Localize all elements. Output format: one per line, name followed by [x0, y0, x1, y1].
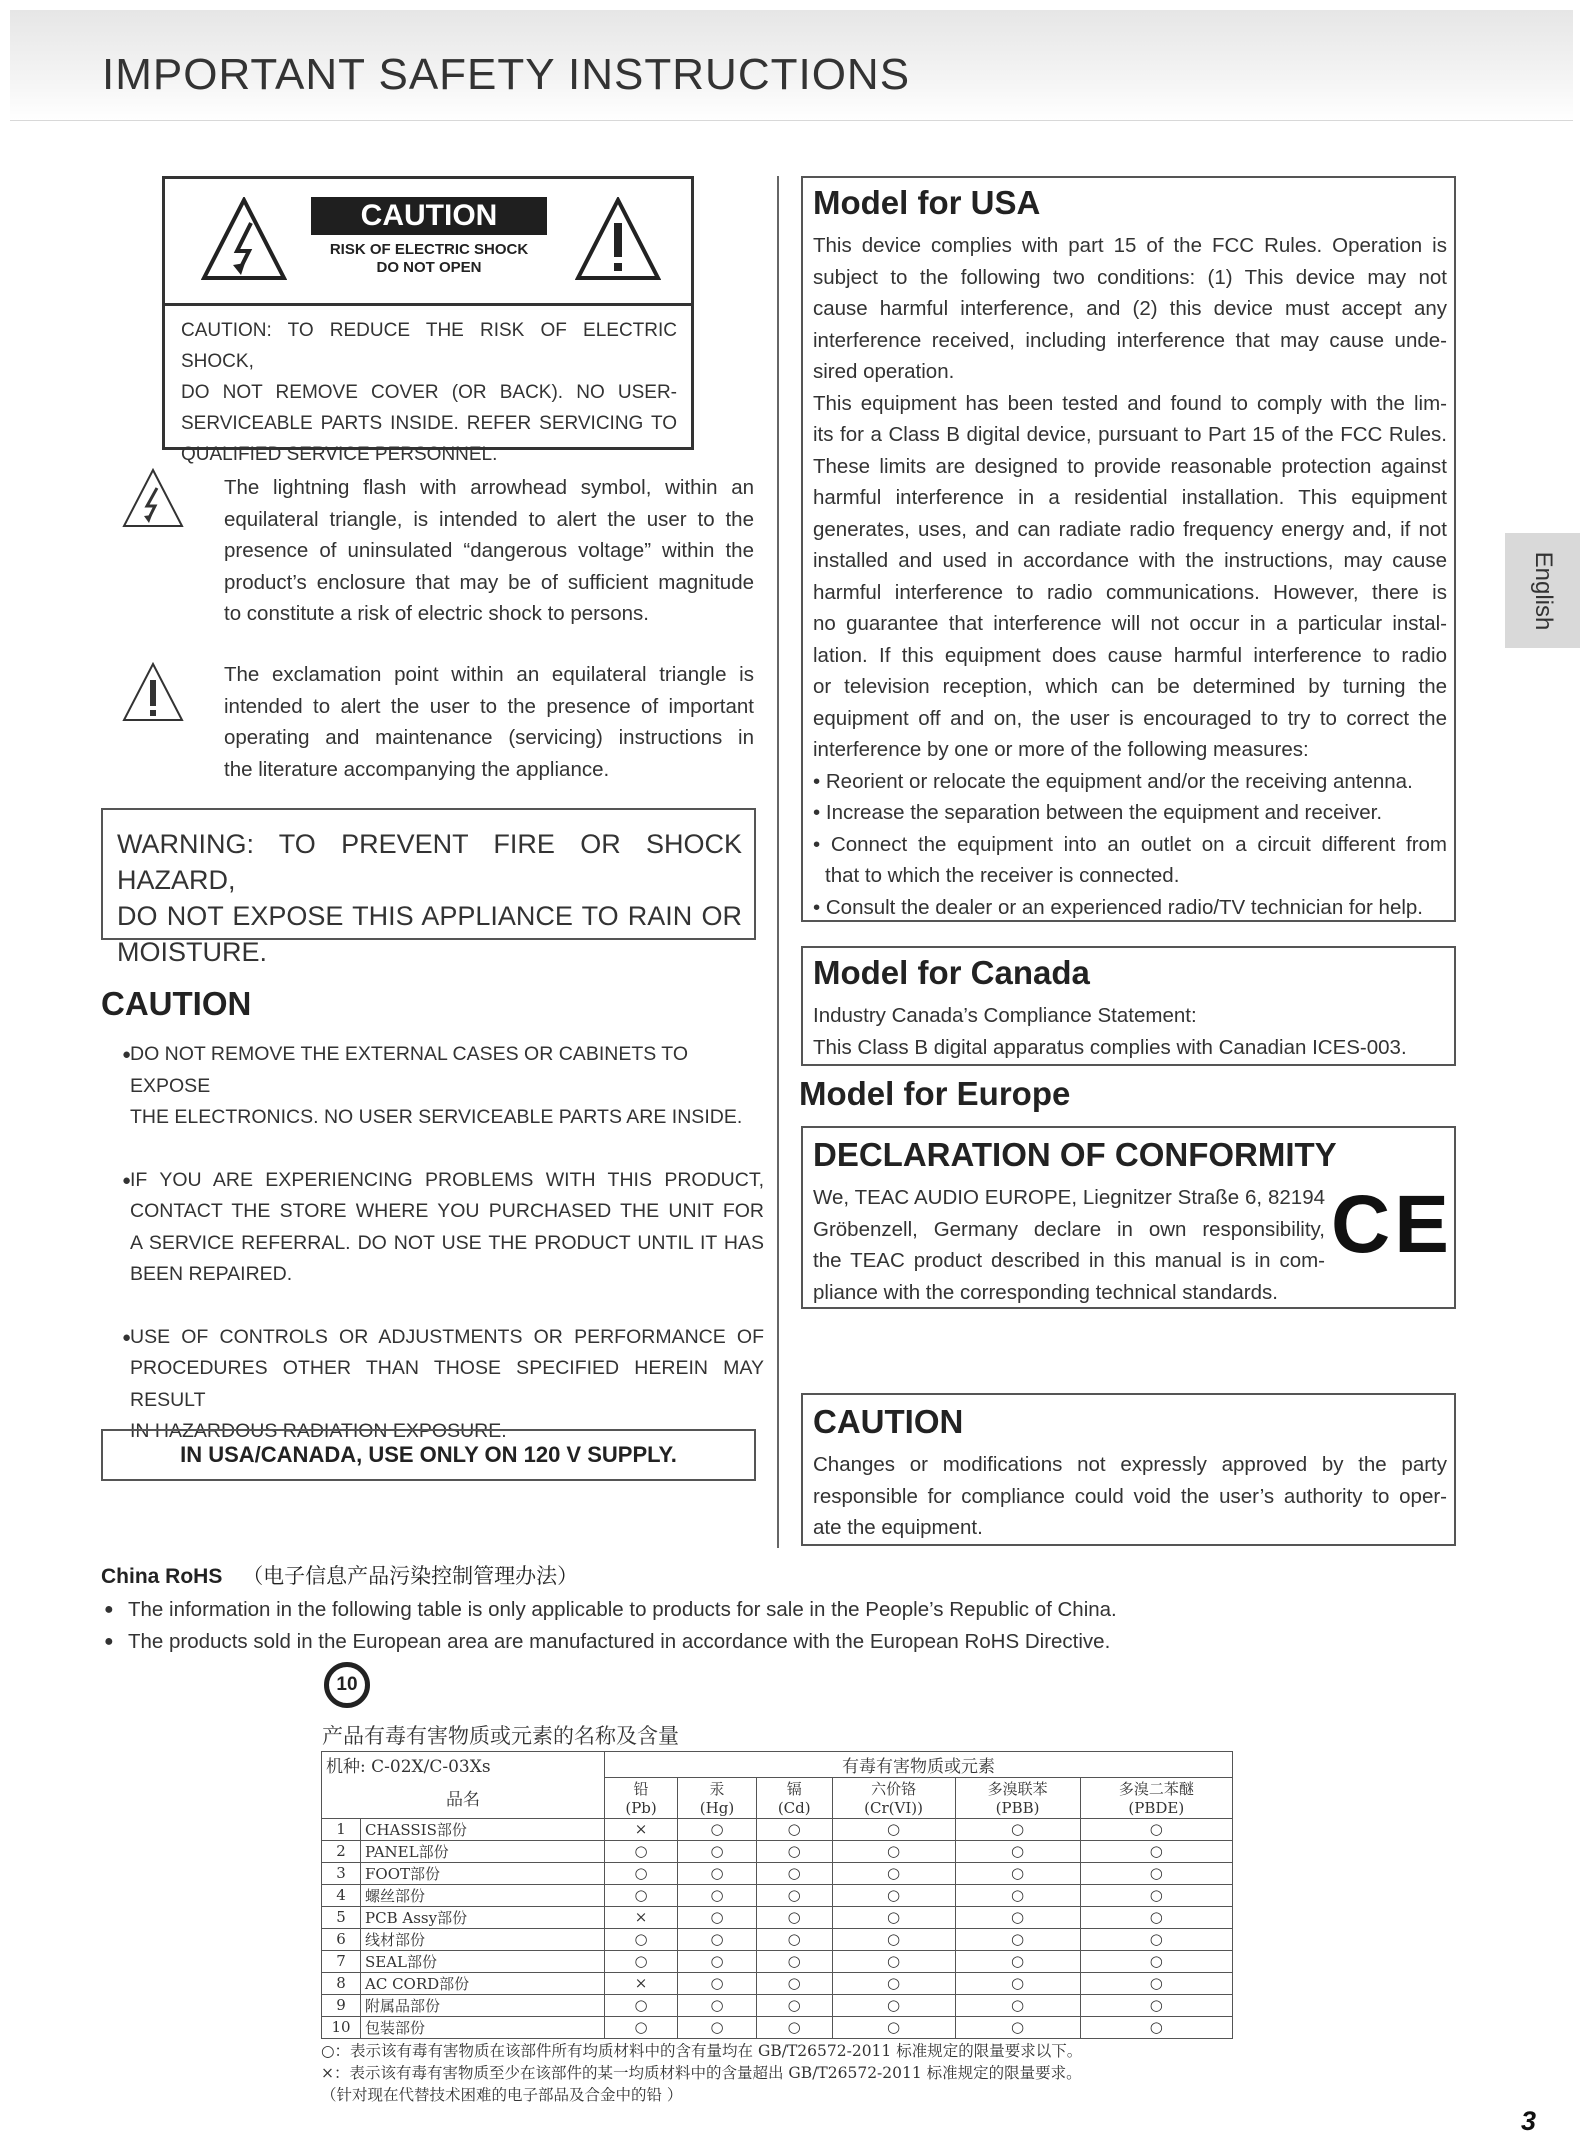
lightning-description [224, 472, 754, 630]
substance-status: ○ [756, 1994, 832, 2016]
row-number: 10 [322, 2016, 361, 2038]
usa-text [813, 230, 1447, 923]
substance-status: ○ [604, 1862, 677, 1884]
substance-status: ○ [1080, 1906, 1232, 1928]
substance-status: ○ [678, 1884, 757, 1906]
caution-list [122, 1039, 764, 1448]
usa-line: or television reception, which can be determined by turning the [813, 675, 1447, 698]
substance-status: ○ [955, 1928, 1080, 1950]
substance-status: ○ [604, 2016, 677, 2038]
rohs-table-title: 产品有毒有害物质或元素的名称及含量 [322, 1724, 679, 1748]
substance-name: 铅 [633, 1780, 649, 1799]
row-number: 8 [322, 1972, 361, 1994]
row-number: 4 [322, 1884, 361, 1906]
substance-status: ○ [678, 1950, 757, 1972]
exclamation-symbol-icon [122, 662, 184, 722]
canada-box [801, 946, 1456, 1066]
caution-label-line: SERVICEABLE PARTS INSIDE. REFER SERVICING TO [181, 413, 677, 434]
substance-status: ○ [832, 1862, 955, 1884]
substance-status: ○ [832, 1994, 955, 2016]
usa-line: This device complies with part 15 of the FCC Rules. Operation is [813, 234, 1447, 257]
substance-name: 六价铬 [871, 1780, 917, 1799]
substance-status: ○ [955, 2016, 1080, 2038]
efup-logo-icon [324, 1662, 370, 1708]
part-name: SEAL部份 [361, 1950, 605, 1972]
conformity-text [813, 1182, 1325, 1308]
bullet-dot-icon: ● [104, 1601, 114, 1618]
usa-line: This equipment has been tested and found to comply with the lim- [813, 391, 1447, 415]
usa-line: subject to the following two conditions: (1) This device may not [813, 265, 1447, 289]
caution-item [122, 1165, 764, 1291]
substance-status: ○ [1080, 2016, 1232, 2038]
part-name: FOOT部份 [361, 1862, 605, 1884]
lightning-line: to constitute a risk of electric shock to persons. [224, 602, 649, 625]
table-row [322, 1994, 1233, 2016]
china-rohs-bullet: The information in the following table is only applicable to products for sale in the People’s Republic of China. [128, 1598, 1117, 1621]
substance-symbol: (Hg) [699, 1799, 735, 1818]
caution-item-line: IF YOU ARE EXPERIENCING PROBLEMS WITH THIS PRODUCT, [130, 1168, 764, 1191]
caution-item-line: A SERVICE REFERRAL. DO NOT USE THE PRODUCT UNTIL IT HAS [130, 1231, 764, 1254]
rohs-model: 机种: C-02X/C-03Xs [322, 1752, 605, 1778]
caution-label-top [165, 179, 691, 306]
china-rohs-heading [101, 1560, 578, 1590]
column-divider [777, 176, 779, 1548]
usa-line: • Increase the separation between the equipment and receiver. [813, 801, 1383, 824]
table-row [322, 1906, 1233, 1928]
fcc-caution-heading: CAUTION [813, 1403, 964, 1440]
usa-line: • Reorient or relocate the equipment and/or the receiving antenna. [813, 769, 1413, 793]
exclamation-description [224, 659, 754, 785]
substance-name: 汞 [709, 1780, 725, 1799]
fcc-caution-box [801, 1393, 1456, 1546]
lightning-symbol-icon [122, 468, 184, 528]
usa-box [801, 176, 1456, 922]
substance-status: ○ [678, 1818, 757, 1840]
row-number: 3 [322, 1862, 361, 1884]
rohs-part-header: 品名 [322, 1778, 605, 1819]
substance-status: ○ [678, 1972, 757, 1994]
language-tab[interactable] [1505, 533, 1580, 648]
fcc-caution-line: ate the equipment. [813, 1516, 983, 1539]
substance-status: ○ [955, 1818, 1080, 1840]
china-rohs-bullet: The products sold in the European area are manufactured in accordance with the European RoHS Directive. [128, 1629, 1111, 1653]
china-rohs-title: China RoHS [101, 1565, 223, 1588]
fcc-caution-text [813, 1449, 1447, 1544]
usa-line: harmful interference to radio communications. However, there is [813, 580, 1447, 604]
substance-status: ○ [832, 1884, 955, 1906]
conformity-heading: DECLARATION OF CONFORMITY [813, 1136, 1337, 1173]
part-name: 螺丝部份 [361, 1884, 605, 1906]
part-name: AC CORD部份 [361, 1972, 605, 1994]
substance-symbol: (PBB) [995, 1799, 1040, 1818]
substance-symbol: (PBDE) [1128, 1799, 1185, 1818]
substance-symbol: (Pb) [625, 1799, 657, 1818]
caution-item-line: CONTACT THE STORE WHERE YOU PURCHASED THE UNIT FOR [130, 1200, 764, 1222]
table-row [322, 1884, 1233, 1906]
part-name: PCB Assy部份 [361, 1906, 605, 1928]
rohs-group-header: 有毒有害物质或元素 [604, 1752, 1232, 1778]
caution-item [122, 1039, 764, 1134]
table-row [322, 2016, 1233, 2038]
rohs-table-header-row [322, 1752, 1233, 1778]
usa-line: lation. If this equipment does cause harmful interference to radio [813, 643, 1447, 667]
caution-heading: CAUTION [101, 985, 252, 1022]
page-title: IMPORTANT SAFETY INSTRUCTIONS [102, 50, 911, 99]
caution-label-line: DO NOT REMOVE COVER (OR BACK). NO USER- [181, 382, 677, 403]
row-number: 1 [322, 1818, 361, 1840]
substance-status: ○ [604, 1840, 677, 1862]
rohs-note: ×：表示该有毒有害物质至少在该部件的某一均质材料中的含量超出 GB/T26572-2011 标准规定的限量要求。 [321, 2064, 1082, 2082]
supply-notice-text: IN USA/CANADA, USE ONLY ON 120 V SUPPLY. [180, 1442, 677, 1467]
usa-line: equipment off and on, the user is encouraged to try to correct the [813, 706, 1447, 730]
rohs-substance-header [955, 1778, 1080, 1819]
table-row [322, 1950, 1233, 1972]
usa-line: no guarantee that interference will not occur in a particular instal- [813, 612, 1447, 635]
usa-line: interference by one or more of the following measures: [813, 738, 1309, 761]
supply-notice-box [101, 1429, 756, 1481]
usa-line: generates, uses, and can radiate radio frequency energy and, if not [813, 517, 1447, 541]
rohs-substance-header [604, 1778, 677, 1819]
row-number: 7 [322, 1950, 361, 1972]
caution-label-line: CAUTION: TO REDUCE THE RISK OF ELECTRIC SHOCK, [181, 320, 677, 372]
caution-item-line: PROCEDURES OTHER THAN THOSE SPECIFIED HEREIN MAY RESULT [130, 1357, 764, 1411]
warning-line: WARNING: TO PREVENT FIRE OR SHOCK HAZARD, [117, 829, 742, 895]
usa-line: cause harmful interference, and (2) this device must accept any [813, 297, 1447, 320]
caution-label-text [181, 315, 677, 470]
substance-name: 镉 [786, 1780, 802, 1799]
row-number: 6 [322, 1928, 361, 1950]
rohs-table [321, 1751, 1233, 2039]
caution-item-line: THE ELECTRONICS. NO USER SERVICEABLE PARTS ARE INSIDE. [130, 1106, 743, 1128]
row-number: 9 [322, 1994, 361, 2016]
substance-symbol: (Cr(VI)) [864, 1799, 923, 1818]
row-number: 2 [322, 1840, 361, 1862]
lightning-line: product’s enclosure that may be of sufficient magnitude [224, 570, 754, 594]
china-rohs-bullets [104, 1594, 1404, 1657]
substance-name: 多溴联苯 [987, 1780, 1048, 1799]
substance-status: ○ [678, 1994, 757, 2016]
exclamation-line: intended to alert the user to the presence of important [224, 694, 754, 718]
substance-status: ○ [955, 1862, 1080, 1884]
substance-status: ○ [832, 2016, 955, 2038]
substance-status: ○ [1080, 1840, 1232, 1862]
substance-status: ○ [1080, 1862, 1232, 1884]
exclamation-line: operating and maintenance (servicing) instructions in [224, 726, 754, 749]
rohs-substance-header [678, 1778, 757, 1819]
conformity-line: the TEAC product described in this manual is in com- [813, 1249, 1325, 1272]
substance-status: ○ [756, 1972, 832, 1994]
usa-line: interference received, including interference that may cause unde- [813, 328, 1447, 352]
usa-line: • Consult the dealer or an experienced radio/TV technician for help. [813, 895, 1424, 919]
caution-label-box [162, 176, 694, 465]
caution-item-line: USE OF CONTROLS OR ADJUSTMENTS OR PERFORMANCE OF [130, 1325, 764, 1348]
efup-logo-number: 10 [336, 1674, 358, 1695]
substance-name: 多溴二苯醚 [1118, 1780, 1194, 1799]
substance-status: ○ [955, 1972, 1080, 1994]
rohs-substance-header [832, 1778, 955, 1819]
exclamation-triangle-icon [575, 197, 661, 281]
warning-line: MOISTURE. [117, 937, 268, 967]
caution-label-line: QUALIFIED SERVICE PERSONNEL. [181, 444, 498, 465]
substance-status: ○ [1080, 1928, 1232, 1950]
lightning-triangle-icon [201, 197, 287, 281]
usa-line: harmful interference in a residential installation. This equipment [813, 486, 1447, 509]
language-tab-label: English [1529, 551, 1557, 630]
caution-badge-sub1: RISK OF ELECTRIC SHOCK [329, 241, 529, 258]
table-row [322, 1818, 1233, 1840]
bullet-dot-icon: ● [104, 1632, 114, 1650]
part-name: CHASSIS部份 [361, 1818, 605, 1840]
usa-line: These limits are designed to provide reasonable protection against [813, 454, 1447, 478]
caution-bullet: ● [122, 1328, 132, 1346]
row-number: 5 [322, 1906, 361, 1928]
lightning-line: equilateral triangle, is intended to alert the user to the [224, 507, 754, 531]
substance-status: × [604, 1818, 677, 1840]
caution-item-line: BEEN REPAIRED. [130, 1263, 293, 1285]
usa-line: • Connect the equipment into an outlet on a circuit different from [813, 832, 1447, 856]
substance-status: ○ [1080, 1972, 1232, 1994]
lightning-line: presence of uninsulated “dangerous voltage” within the [224, 539, 754, 562]
substance-symbol: (Cd) [777, 1799, 811, 1818]
exclamation-line: The exclamation point within an equilateral triangle is [224, 663, 754, 686]
substance-status: ○ [604, 1884, 677, 1906]
substance-status: ○ [955, 1906, 1080, 1928]
rohs-substance-header [756, 1778, 832, 1819]
usa-line: its for a Class B digital device, pursuant to Part 15 of the FCC Rules. [813, 423, 1447, 446]
rohs-notes [321, 2040, 1082, 2106]
rohs-note: （针对现在代替技术困难的电子部品及合金中的铅 ） [321, 2086, 683, 2104]
substance-status: ○ [678, 1928, 757, 1950]
substance-status: ○ [955, 1884, 1080, 1906]
caution-badge: CAUTION [311, 197, 547, 235]
usa-line: that to which the receiver is connected. [825, 864, 1180, 887]
substance-status: ○ [678, 2016, 757, 2038]
fcc-caution-line: Changes or modifications not expressly approved by the party [813, 1453, 1447, 1476]
substance-status: ○ [756, 1862, 832, 1884]
conformity-line: We, TEAC AUDIO EUROPE, Liegnitzer Straße 6, 82194 [813, 1186, 1325, 1209]
substance-status: ○ [678, 1906, 757, 1928]
substance-status: ○ [832, 1906, 955, 1928]
substance-status: ○ [832, 1840, 955, 1862]
rohs-table-subheader-row [322, 1778, 1233, 1819]
canada-line: Industry Canada’s Compliance Statement: [813, 1004, 1197, 1027]
usa-heading: Model for USA [813, 184, 1041, 221]
table-row [322, 1840, 1233, 1862]
lightning-line: The lightning flash with arrowhead symbol, within an [224, 476, 754, 499]
warning-line: DO NOT EXPOSE THIS APPLIANCE TO RAIN OR [117, 901, 742, 931]
substance-status: ○ [1080, 1994, 1232, 2016]
substance-status: ○ [756, 1840, 832, 1862]
fcc-caution-line: responsible for compliance could void the user’s authority to oper- [813, 1484, 1447, 1508]
part-name: PANEL部份 [361, 1840, 605, 1862]
substance-status: × [604, 1906, 677, 1928]
substance-status: ○ [604, 1928, 677, 1950]
part-name: 线材部份 [361, 1928, 605, 1950]
substance-status: ○ [955, 1840, 1080, 1862]
page-header [10, 10, 1573, 121]
substance-status: ○ [756, 1950, 832, 1972]
conformity-line: pliance with the corresponding technical standards. [813, 1280, 1278, 1304]
conformity-box [801, 1126, 1456, 1309]
conformity-line: Gröbenzell, Germany declare in own responsibility, [813, 1217, 1325, 1241]
rohs-substance-header [1080, 1778, 1232, 1819]
caution-bullet: ● [122, 1046, 132, 1063]
substance-status: ○ [832, 1972, 955, 1994]
exclamation-line: the literature accompanying the appliance. [224, 757, 610, 781]
substance-status: ○ [604, 1950, 677, 1972]
substance-status: ○ [955, 1994, 1080, 2016]
caution-bullet: ● [122, 1171, 132, 1189]
substance-status: ○ [832, 1818, 955, 1840]
caution-item-line: IN HAZARDOUS RADIATION EXPOSURE. [130, 1420, 507, 1442]
warning-box [101, 808, 756, 967]
part-name: 附属品部份 [361, 1994, 605, 2016]
substance-status: ○ [756, 2016, 832, 2038]
page-number: 3 [1520, 2106, 1536, 2136]
substance-status: ○ [756, 1884, 832, 1906]
substance-status: ○ [756, 1818, 832, 1840]
substance-status: ○ [955, 1950, 1080, 1972]
china-rohs-subtitle: （电子信息产品污染控制管理办法） [242, 1564, 579, 1588]
canada-heading: Model for Canada [813, 954, 1090, 991]
canada-text [813, 1000, 1447, 1063]
substance-status: ○ [832, 1950, 955, 1972]
usa-line: installed and used in accordance with the instructions, may cause [813, 549, 1447, 572]
warning-text [117, 826, 742, 970]
part-name: 包装部份 [361, 2016, 605, 2038]
substance-status: ○ [1080, 1950, 1232, 1972]
caution-badge-sub2: DO NOT OPEN [376, 259, 482, 276]
ce-mark-icon: CE [1331, 1179, 1453, 1270]
substance-status: ○ [604, 1994, 677, 2016]
canada-line: This Class B digital apparatus complies with Canadian ICES-003. [813, 1035, 1407, 1059]
substance-status: ○ [1080, 1818, 1232, 1840]
substance-status: ○ [678, 1840, 757, 1862]
table-row [322, 1928, 1233, 1950]
usa-line: sired operation. [813, 360, 955, 383]
substance-status: ○ [1080, 1884, 1232, 1906]
substance-status: × [604, 1972, 677, 1994]
substance-status: ○ [756, 1906, 832, 1928]
table-row [322, 1862, 1233, 1884]
table-row [322, 1972, 1233, 1994]
caution-item-line: DO NOT REMOVE THE EXTERNAL CASES OR CABINETS TO EXPOSE [130, 1043, 689, 1097]
substance-status: ○ [756, 1928, 832, 1950]
europe-heading: Model for Europe [799, 1075, 1071, 1112]
rohs-note: ○：表示该有毒有害物质在该部件所有均质材料中的含有量均在 GB/T26572-2011 标准规定的限量要求以下。 [321, 2042, 1083, 2060]
substance-status: ○ [832, 1928, 955, 1950]
substance-status: ○ [678, 1862, 757, 1884]
